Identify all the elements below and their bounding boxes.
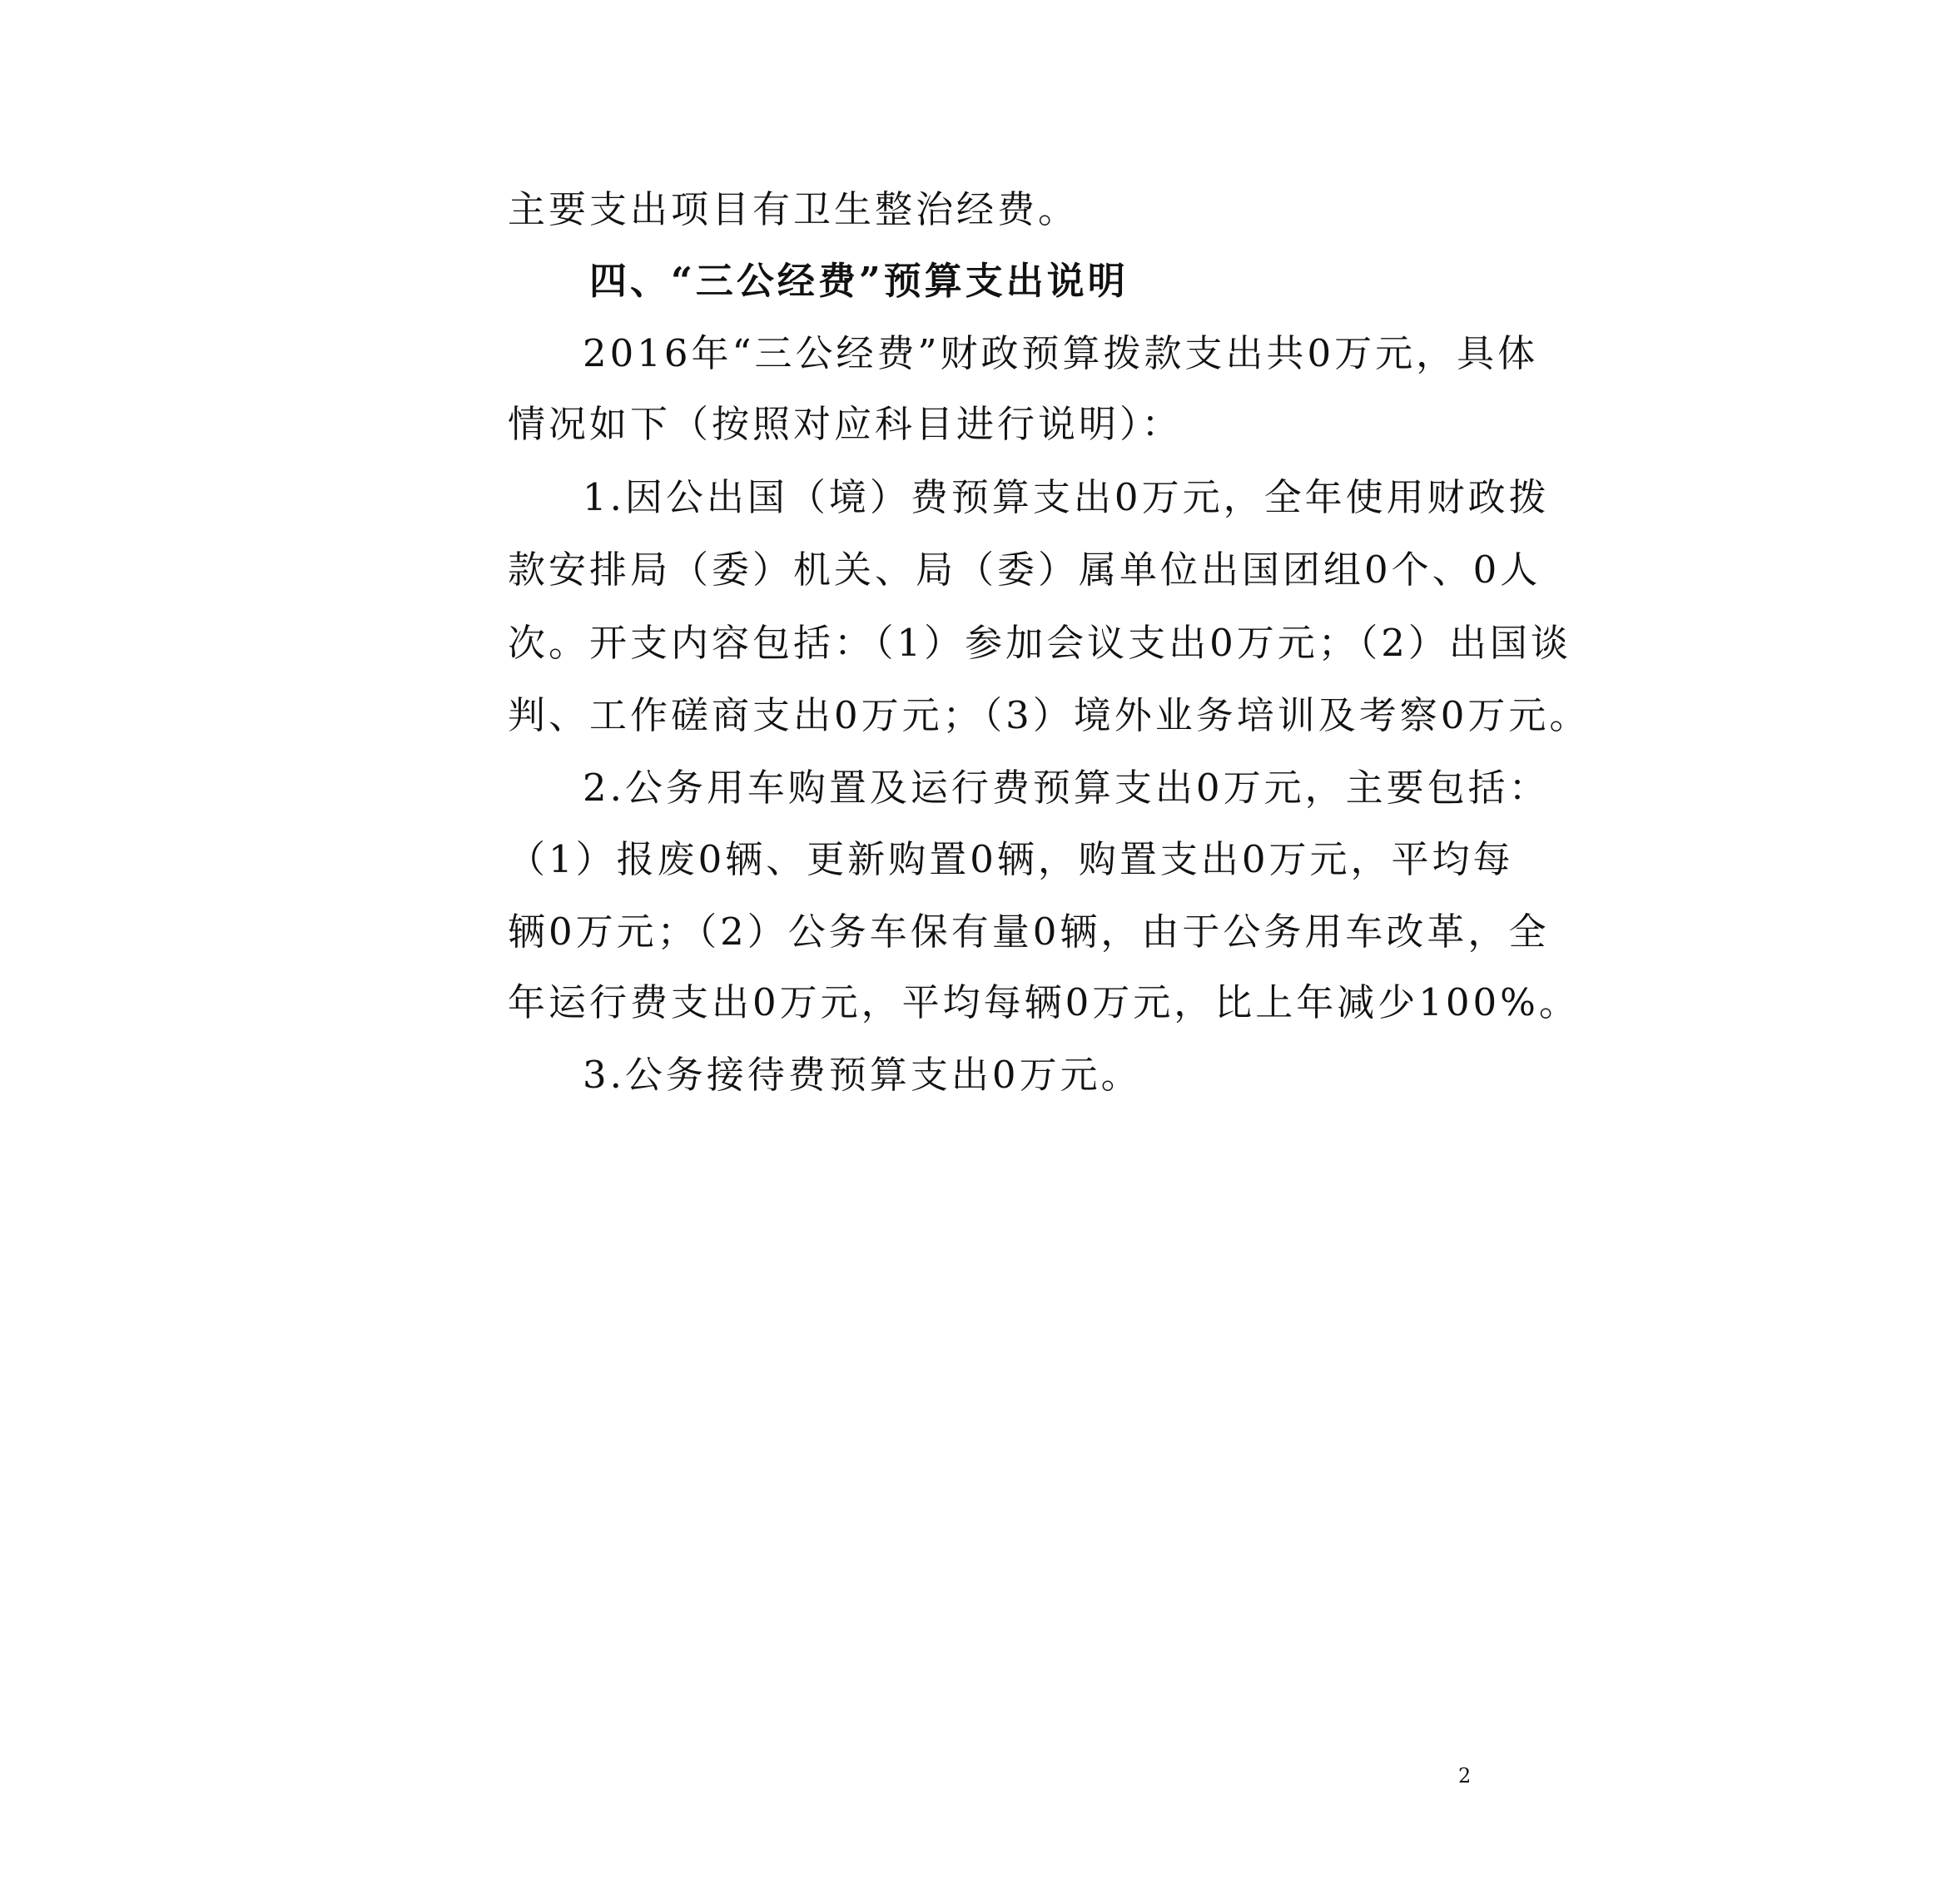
body-text-line: 2.公务用车购置及运行费预算支出0万元，主要包括： xyxy=(583,766,1550,810)
body-text-line: 3.公务接待费预算支出0万元。 xyxy=(583,1053,1142,1097)
body-text-line: 1.因公出国（境）费预算支出0万元，全年使用财政拨 xyxy=(583,475,1550,519)
body-text-line: （1）报废0辆、更新购置0辆，购置支出0万元，平均每 xyxy=(508,837,1514,881)
section-heading: 四、“三公经费”预算支出说明 xyxy=(589,259,1129,303)
body-text-line: 款安排局（委）机关、局（委）属单位出国团组0个、0人 xyxy=(508,548,1541,592)
page-number: 2 xyxy=(1458,1764,1472,1787)
body-text-line: 年运行费支出0万元，平均每辆0万元，比上年减少100%。 xyxy=(508,980,1580,1024)
body-text-line: 次。开支内容包括：（1）参加会议支出0万元；（2）出国谈 xyxy=(508,621,1571,665)
body-text-line: 2016年“三公经费”财政预算拨款支出共0万元，具体 xyxy=(583,331,1539,375)
body-text-line: 判、工作磋商支出0万元；（3）境外业务培训及考察0万元。 xyxy=(508,693,1591,737)
body-text-line: 主要支出项目有卫生整治经费。 xyxy=(508,187,1080,231)
body-text-line: 情况如下（按照对应科目进行说明）： xyxy=(508,402,1183,446)
body-text-line: 辆0万元；（2）公务车保有量0辆，由于公务用车改革，全 xyxy=(508,910,1550,954)
